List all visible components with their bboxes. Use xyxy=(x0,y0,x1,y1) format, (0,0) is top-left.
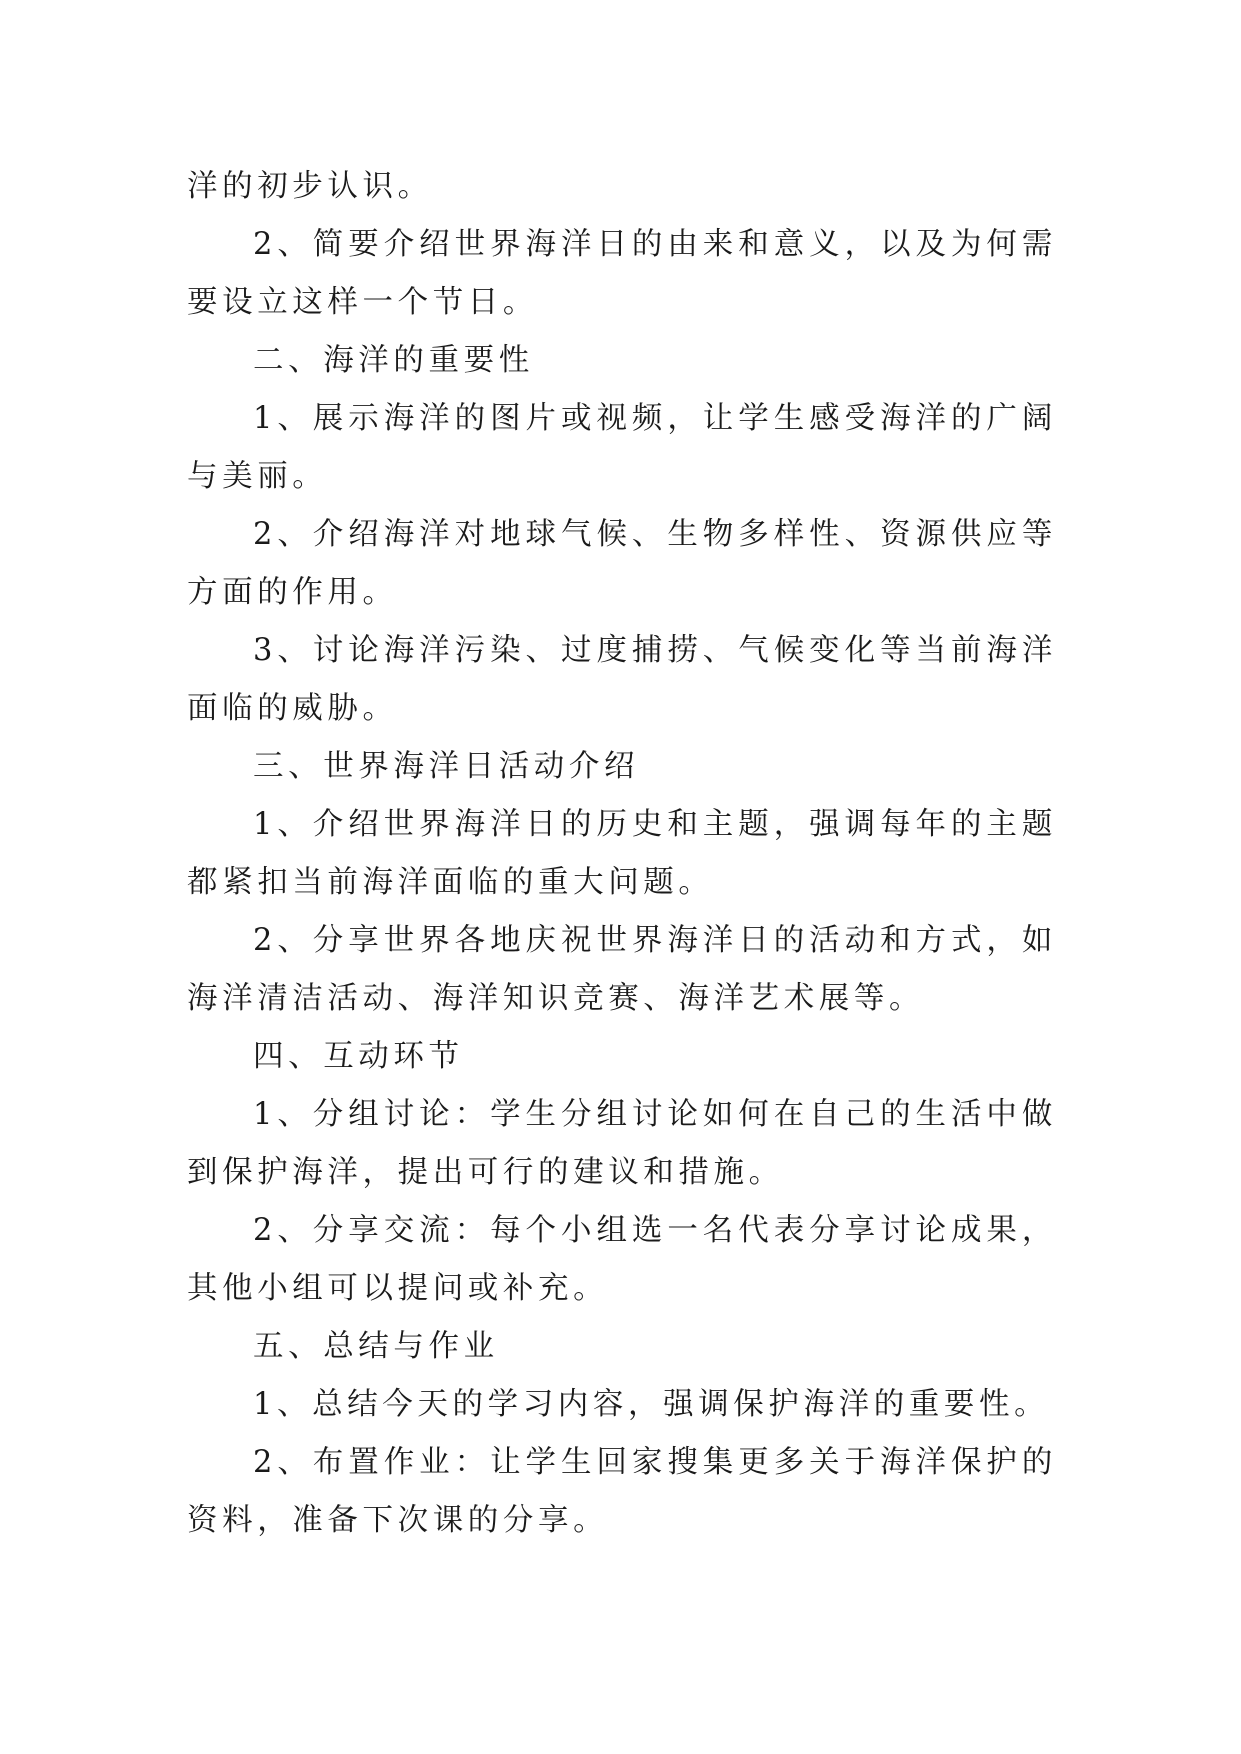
list-item: 2、分享世界各地庆祝世界海洋日的活动和方式，如海洋清洁活动、海洋知识竞赛、海洋艺术展等。 xyxy=(187,923,1057,1016)
section-heading: 五、总结与作业 xyxy=(253,1329,499,1364)
list-item: 1、介绍世界海洋日的历史和主题，强调每年的主题都紧扣当前海洋面临的重大问题。 xyxy=(187,807,1057,900)
document-body xyxy=(187,158,1057,1550)
list-item: 1、总结今天的学习内容，强调保护海洋的重要性。 xyxy=(253,1387,1050,1422)
list-item: 1、分组讨论：学生分组讨论如何在自己的生活中做到保护海洋，提出可行的建议和措施。 xyxy=(187,1097,1057,1190)
list-item: 3、讨论海洋污染、过度捕捞、气候变化等当前海洋面临的威胁。 xyxy=(187,633,1057,726)
section-heading: 二、海洋的重要性 xyxy=(253,343,534,378)
list-item: 2、简要介绍世界海洋日的由来和意义，以及为何需要设立这样一个节日。 xyxy=(187,227,1057,320)
list-item: 2、介绍海洋对地球气候、生物多样性、资源供应等方面的作用。 xyxy=(187,517,1057,610)
paragraph-continuation: 洋的初步认识。 xyxy=(187,169,433,204)
section-heading: 三、世界海洋日活动介绍 xyxy=(253,749,640,784)
list-item: 1、展示海洋的图片或视频，让学生感受海洋的广阔与美丽。 xyxy=(187,401,1057,494)
list-item: 2、布置作业：让学生回家搜集更多关于海洋保护的资料，准备下次课的分享。 xyxy=(187,1445,1057,1538)
list-item: 2、分享交流：每个小组选一名代表分享讨论成果，其他小组可以提问或补充。 xyxy=(187,1213,1057,1306)
section-heading: 四、互动环节 xyxy=(253,1039,464,1074)
